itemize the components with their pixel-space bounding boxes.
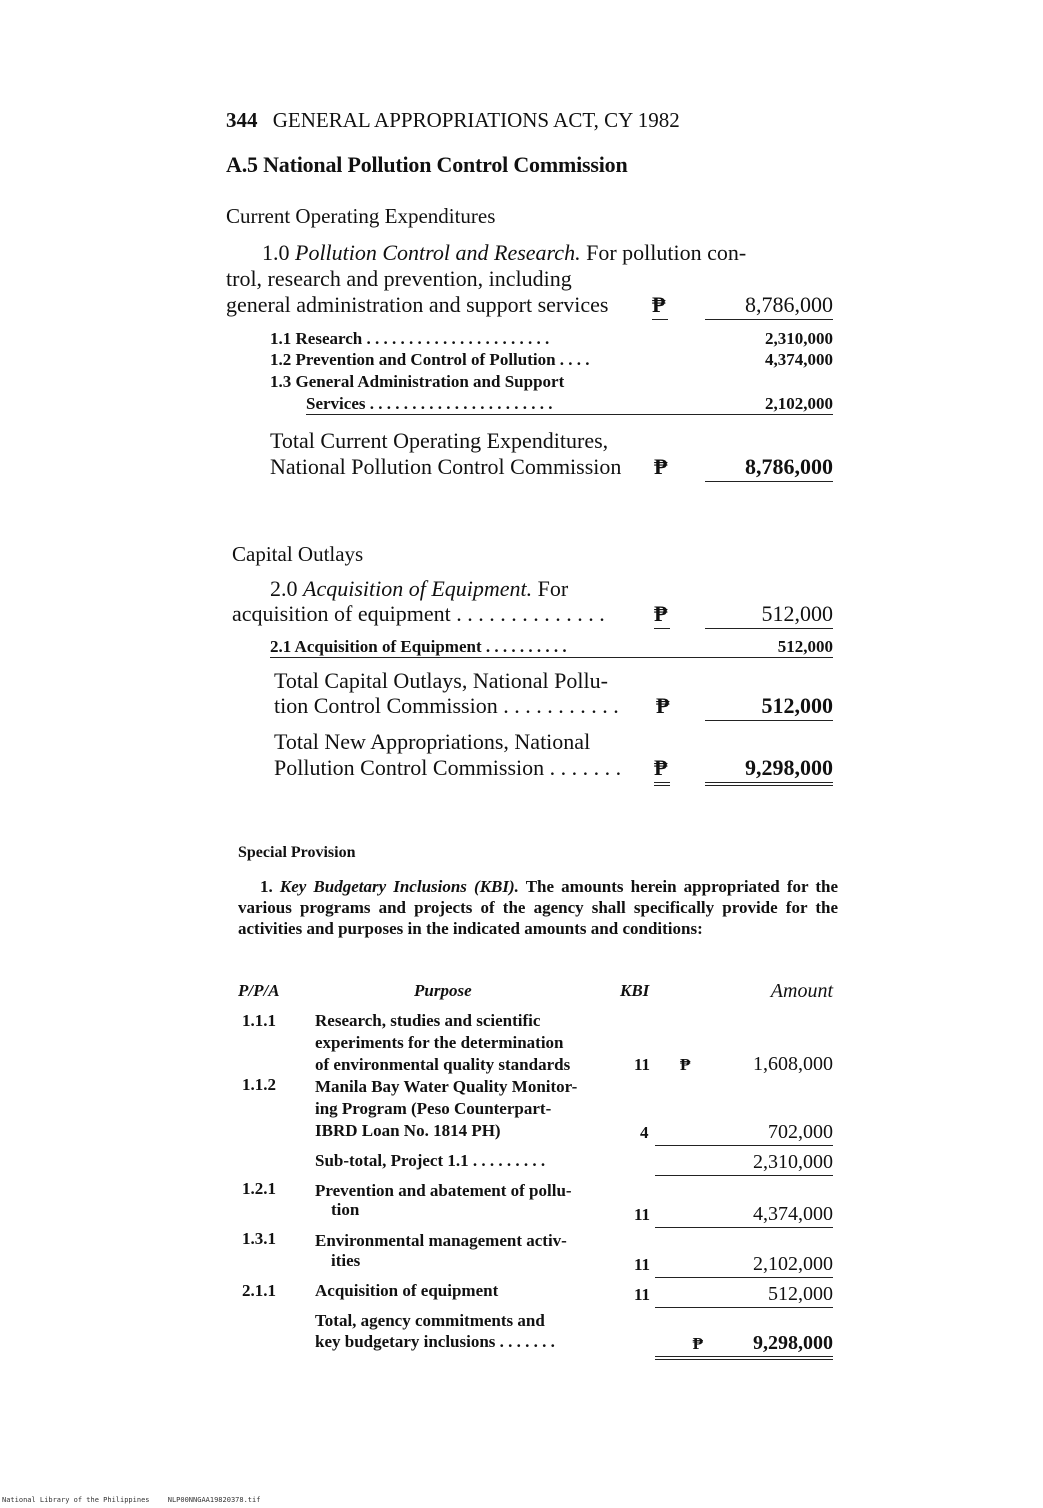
footer-file-id: NLP00NNGAA19820378.tif [167, 1496, 261, 1504]
item-1-3-amount: 2,102,000 [653, 394, 833, 415]
row-purpose: Manila Bay Water Quality Monitor- [315, 1077, 578, 1096]
program-2-line2: acquisition of equipment . . . . . . . . . . . . . . [232, 601, 605, 626]
col-header-amount: Amount [770, 980, 833, 1002]
row-amount: 4,374,000 [655, 1203, 833, 1228]
item-1-2-amount: 4,374,000 [765, 350, 833, 369]
row-purpose: Prevention and abatement of pollu- [315, 1181, 572, 1200]
grand-total-line1: Total New Appropriations, National [274, 729, 591, 754]
row-amount: 702,000 [655, 1121, 833, 1146]
program-1-amount: 8,786,000 [705, 292, 833, 320]
row-kbi: 11 [634, 1285, 651, 1304]
program-1-line1 [262, 240, 746, 266]
running-title: GENERAL APPROPRIATIONS ACT, CY 1982 [272, 108, 680, 132]
total-current-line1: Total Current Operating Expenditures, [270, 428, 609, 453]
running-header [226, 108, 680, 133]
subtotal-label: Sub-total, Project 1.1 . . . . . . . . . [315, 1151, 546, 1170]
peso-sign: ₱ [652, 292, 668, 320]
item-1-3-label: 1.3 General Administration and Support [270, 372, 565, 391]
page-number: 344 [226, 108, 258, 132]
grand-total-line2: Pollution Control Commission . . . . . . . [274, 755, 622, 780]
section-heading-current-operating: Current Operating Expenditures [226, 204, 496, 228]
row-amount: 2,102,000 [655, 1253, 833, 1278]
grand-total-amount: 9,298,000 [705, 755, 833, 786]
item-1-2-label: 1.2 Prevention and Control of Pollution . . . . [270, 350, 590, 369]
total-capital-line1: Total Capital Outlays, National Pollu- [274, 668, 608, 693]
program-2-number: 2.0 [270, 576, 298, 601]
col-header-kbi: KBI [620, 981, 650, 1000]
row-kbi: 4 [640, 1123, 649, 1142]
row-kbi: 11 [634, 1255, 651, 1274]
row-purpose: experiments for the determination [315, 1033, 564, 1052]
para-text: The amounts herein appropriated for the various programs and projects of the agency shall specifically provide for the activities and purposes in the indicated amounts and conditions: [238, 877, 838, 938]
total-kbi-amount: 9,298,000 [703, 1332, 833, 1360]
row-purpose: Acquisition of equipment [315, 1281, 499, 1300]
item-1-1-label: 1.1 Research . . . . . . . . . . . . . . . . . . . . . . [270, 329, 550, 348]
row-ppa: 2.1.1 [242, 1281, 276, 1300]
peso-sign: ₱ [654, 454, 668, 479]
row-purpose: ities [331, 1251, 361, 1270]
program-1-line3: general administration and support services [226, 292, 609, 317]
footer-library: National Library of the Philippines [2, 1496, 150, 1504]
row-purpose: Environmental management activ- [315, 1231, 567, 1250]
row-ppa: 1.1.1 [242, 1011, 276, 1030]
row-purpose: ing Program (Peso Counterpart- [315, 1099, 552, 1118]
col-header-purpose: Purpose [414, 981, 472, 1000]
peso-sign: ₱ [654, 755, 670, 786]
item-1-1-amount: 2,310,000 [765, 329, 833, 348]
program-1-line2: trol, research and prevention, including [226, 266, 572, 291]
row-purpose: tion [331, 1200, 360, 1219]
item-2-1-amount: 512,000 [661, 637, 833, 658]
total-current-amount: 8,786,000 [705, 454, 833, 482]
row-purpose: IBRD Loan No. 1814 PH) [315, 1121, 501, 1140]
row-purpose: Research, studies and scientific [315, 1011, 541, 1030]
total-kbi-label: key budgetary inclusions . . . . . . . [315, 1332, 555, 1351]
total-kbi-label: Total, agency commitments and [315, 1311, 545, 1330]
row-amount: 512,000 [655, 1283, 833, 1308]
col-header-ppa: P/P/A [238, 981, 280, 1000]
row-kbi: 11 [634, 1205, 651, 1224]
para-number: 1. [260, 877, 273, 896]
peso-sign: ₱ [655, 1334, 703, 1360]
scan-footer [2, 1496, 260, 1504]
program-2-amount: 512,000 [705, 601, 833, 629]
row-purpose: of environmental quality standards [315, 1055, 571, 1074]
section-heading-capital-outlays: Capital Outlays [232, 542, 364, 566]
item-1-3-label2: Services . . . . . . . . . . . . . . . . . . . . . . [306, 394, 653, 415]
row-ppa: 1.3.1 [242, 1229, 276, 1248]
row-ppa: 1.1.2 [242, 1075, 276, 1094]
program-2-desc-rest: For [537, 576, 569, 601]
subtotal-amount: 2,310,000 [655, 1151, 833, 1176]
program-2-name: Acquisition of Equipment. [303, 576, 533, 601]
row-kbi: 11 [634, 1055, 651, 1074]
program-1-name: Pollution Control and Research. [295, 240, 581, 265]
total-capital-line2: tion Control Commission . . . . . . . . . . . [274, 693, 619, 718]
total-capital-amount: 512,000 [705, 693, 833, 721]
total-current-line2: National Pollution Control Commission [270, 454, 622, 479]
item-2-1-label: 2.1 Acquisition of Equipment . . . . . . . . . . [270, 637, 661, 658]
program-2-line1 [270, 576, 568, 602]
agency-title: A.5 National Pollution Control Commission [226, 152, 628, 177]
special-provision-paragraph [238, 876, 838, 939]
special-provision-heading: Special Provision [238, 844, 356, 861]
peso-sign: ₱ [656, 693, 670, 718]
peso-sign: ₱ [654, 601, 670, 629]
peso-sign: ₱ [680, 1055, 691, 1074]
row-ppa: 1.2.1 [242, 1179, 276, 1198]
row-amount: 1,608,000 [753, 1053, 833, 1075]
program-1-desc-rest: For pollution con- [586, 240, 747, 265]
program-1-number: 1.0 [262, 240, 290, 265]
para-title: Key Budgetary Inclusions (KBI). [279, 877, 519, 896]
